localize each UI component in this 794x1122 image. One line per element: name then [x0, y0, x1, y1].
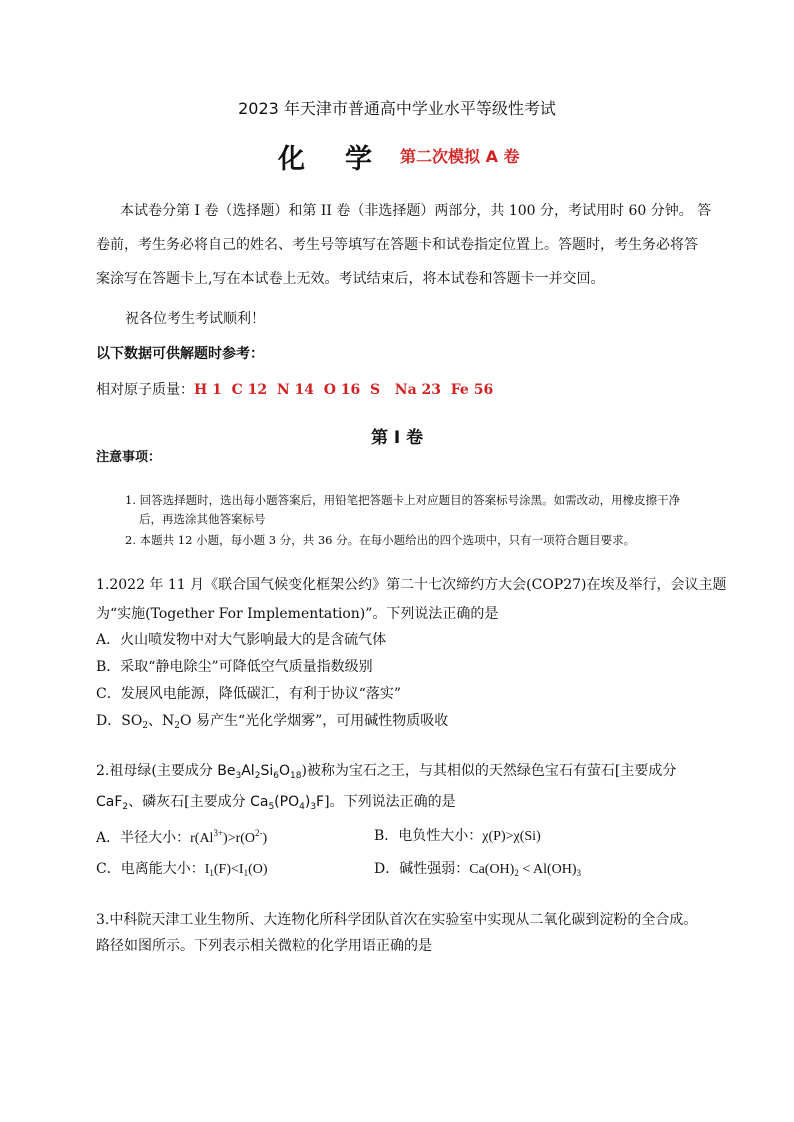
q1-option-d-part-2: 、N [148, 713, 175, 729]
q2-formula-apatite: $Ca_5(PO_4)_3F$ [250, 794, 325, 812]
subject-char-1: 化 [278, 144, 305, 175]
q1-stem-line-2: 为“实施(Together For Implementation)”。下列说法正确的是 [96, 606, 499, 622]
q1-option-d-part-3: O 易产生“光化学烟雾”，可用碱性物质吸收 [180, 713, 449, 729]
q2-option-b-label: B．电负性大小： [374, 828, 483, 844]
q2-option-d-label: D．碱性强弱： [374, 861, 470, 877]
q2-line-2-mid: 、磷灰石[主要成分 [128, 794, 251, 810]
q2-line-1-suffix: )被称为宝石之王，与其相似的天然绿色宝石有萤石[主要成分 [301, 763, 677, 779]
atomic-mass-line [96, 383, 493, 397]
q1-option-c: C．发展风电能源，降低碳汇，有利于协议“落实” [96, 686, 402, 702]
q2-line-2-suffix: ]。下列说法正确的是 [324, 794, 456, 810]
section-title: 第 I 卷 [371, 428, 424, 448]
edition-label: 第二次模拟 A 卷 [400, 147, 520, 166]
q1-option-b: B．采取“静电除尘”可降低空气质量指数级别 [96, 659, 373, 675]
q1-option-d-part-1: D．SO [96, 713, 143, 729]
q2-option-d-expr-part-1: Ca(OH) [469, 862, 515, 877]
exam-title: 2023 年天津市普通高中学业水平等级性考试 [238, 99, 556, 118]
q2-formula-emerald: $Be_3Al_2Si_6O_{18}$ [217, 763, 302, 781]
intro-line-3: 案涂写在答题卡上,写在本试卷上无效。考试结束后，将本试卷和答题卡一并交回。 [96, 271, 605, 287]
atomic-mass-values: H 1 C 12 N 14 O 16 S Na 23 Fe 56 [194, 382, 494, 398]
q2-option-c [96, 862, 268, 878]
note-1-line-2: 后，再选涂其他答案标号 [139, 512, 266, 526]
q2-line-1-prefix: 2.祖母绿(主要成分 [96, 763, 218, 779]
note-1-line-1: 1. 回答选择题时，选出每小题答案后，用铅笔把答题卡上对应题目的答案标号涂黑。如需改动，用橡皮擦干净 [125, 493, 681, 507]
reference-heading: 以下数据可供解题时参考： [96, 346, 264, 362]
q2-stem-line-1 [96, 764, 676, 781]
subject-title [278, 137, 372, 176]
note-2: 2. 本题共 12 小题，每小题 3 分，共 36 分。在每小题给出的四个选项中，只有一项符合题目要求。 [125, 533, 636, 547]
q2-option-d-expr: $Ca(OH)_2 < Al(OH)_3$ [469, 862, 582, 878]
atomic-mass-label: 相对原子质量： [96, 382, 194, 398]
q3-stem-line-2: 路径如图所示。下列表示相关微粒的化学用语正确的是 [96, 938, 432, 954]
q1-option-a: A．火山喷发物中对大气影响最大的是含硫气体 [96, 632, 387, 648]
notes-heading: 注意事项： [96, 450, 162, 465]
q2-option-a [96, 829, 267, 846]
q2-option-b [374, 829, 541, 844]
q2-option-b-expr: χ(P)>χ(Si) [482, 829, 541, 844]
q2-option-c-expr: $I_1(F)<I_1(O)$ [204, 862, 268, 878]
intro-wish: 祝各位考生考试顺利！ [125, 311, 265, 327]
intro-line-1: 本试卷分第 I 卷（选择题）和第 II 卷（非选择题）两部分，共 100 分，考试用时 60 分钟。 答 [120, 203, 712, 219]
q3-stem-line-1: 3.中科院天津工业生物所、大连物化所科学团队首次在实验室中实现从二氧化碳到淀粉的全合成。 [96, 912, 698, 928]
q2-stem-line-2 [96, 795, 456, 812]
q1-option-d: D．$SO_2$、$N_2O$ 易产生“光化学烟雾”，可用碱性物质吸收 [96, 713, 449, 731]
q2-option-a-label: A．半径大小： [96, 830, 191, 846]
q1-stem-line-1: 1.2022 年 11 月《联合国气候变化框架公约》第二十七次缔约方大会(COP27)在埃及举行，会议主题 [96, 577, 727, 593]
subject-char-2: 学 [345, 144, 372, 175]
q2-option-d-expr-part-2: < Al(OH) [518, 862, 577, 877]
q2-option-d [374, 862, 581, 878]
q2-formula-fluorite: CaF$_2$ [96, 794, 129, 812]
intro-line-2: 卷前，考生务必将自己的姓名、考生号等填写在答题卡和试卷指定位置上。答题时，考生务必将答 [96, 237, 698, 253]
q2-option-c-label: C．电离能大小： [96, 861, 205, 877]
q2-option-a-expr: $r(Al^{3+})>r(O^{2-})$ [190, 828, 268, 846]
